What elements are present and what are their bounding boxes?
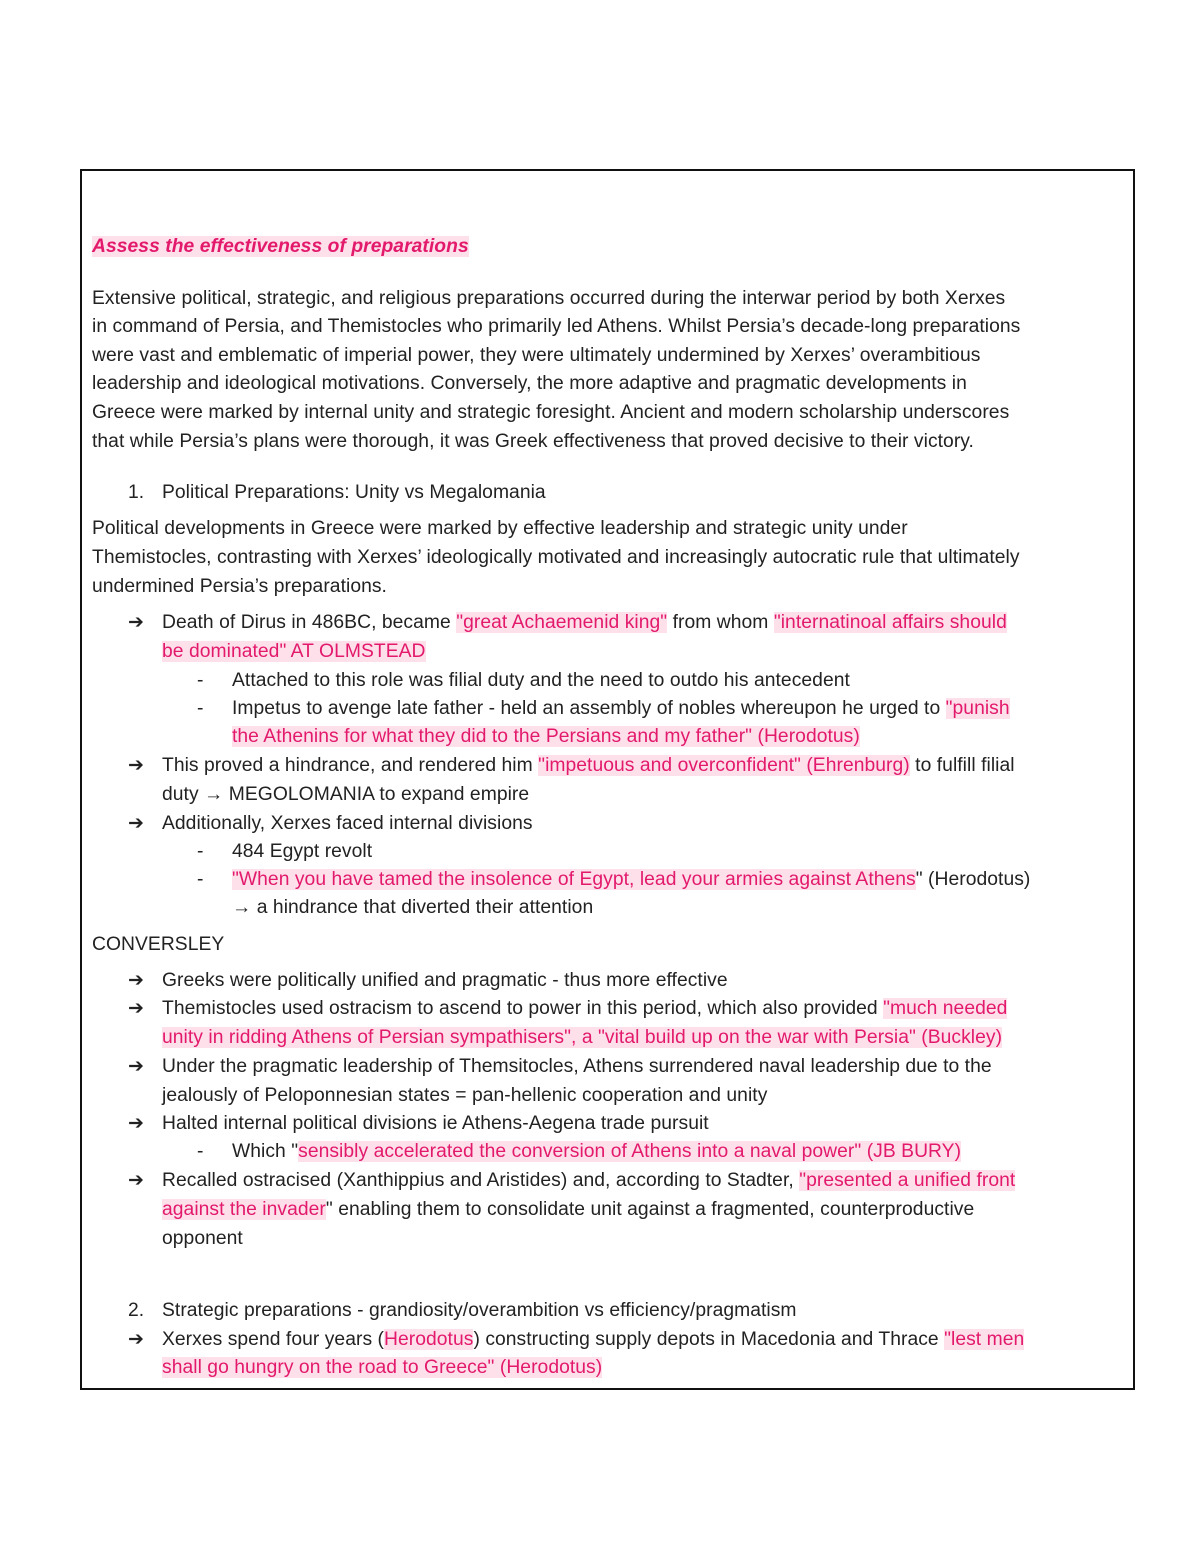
- bullet-item: Death of Dirus in 486BC, became "great Achaemenid king" from whom "internatinoal affairs should: [162, 612, 1007, 633]
- bullet-item-cont: be dominated" AT OLMSTEAD: [162, 641, 426, 662]
- document-title: Assess the effectiveness of preparations: [92, 236, 469, 257]
- paragraph-label: CONVERSLEY: [92, 934, 225, 955]
- arrow-bullet-icon: ➔: [128, 813, 144, 834]
- section-number: 1.: [128, 482, 145, 503]
- sub-bullet-item: "When you have tamed the insolence of Egypt, lead your armies against Athens" (Herodotus): [232, 869, 1031, 890]
- bullet-item: Xerxes spend four years (Herodotus) constructing supply depots in Macedonia and Thrace "lest men: [162, 1329, 1025, 1350]
- intro-line: leadership and ideological motivations. Conversely, the more adaptive and pragmatic developments in: [92, 373, 967, 394]
- intro-line: were vast and emblematic of imperial power, they were ultimately undermined by Xerxes’ overambitious: [92, 345, 981, 366]
- arrow-bullet-icon: ➔: [128, 1113, 144, 1134]
- sub-bullet-item: Which "sensibly accelerated the conversion of Athens into a naval power" (JB BURY): [232, 1141, 962, 1162]
- arrow-bullet-icon: ➔: [128, 970, 144, 991]
- arrow-bullet-icon: ➔: [128, 1170, 144, 1191]
- arrow-bullet-icon: ➔: [128, 998, 144, 1019]
- bullet-item-cont: opponent: [162, 1228, 243, 1249]
- dash-bullet: -: [197, 869, 204, 890]
- intro-line: in command of Persia, and Themistocles who primarily led Athens. Whilst Persia’s decade-long preparations: [92, 316, 1021, 337]
- section-heading: Political Preparations: Unity vs Megalomania: [162, 482, 546, 503]
- sub-bullet-item: 484 Egypt revolt: [232, 841, 373, 862]
- dash-bullet: -: [197, 1141, 204, 1162]
- dash-bullet: -: [197, 698, 204, 719]
- bullet-item: Themistocles used ostracism to ascend to power in this period, which also provided "much needed: [162, 998, 1008, 1019]
- bullet-item: Under the pragmatic leadership of Themsitocles, Athens surrendered naval leadership due to the: [162, 1056, 992, 1077]
- intro-line: that while Persia’s plans were thorough, it was Greek effectiveness that proved decisive to their victory.: [92, 431, 974, 452]
- bullet-item: Halted internal political divisions ie Athens-Aegena trade pursuit: [162, 1113, 709, 1134]
- bullet-item-cont: jealously of Peloponnesian states = pan-hellenic cooperation and unity: [162, 1085, 768, 1106]
- bullet-item: This proved a hindrance, and rendered him "impetuous and overconfident" (Ehrenburg) to fulfill filial: [162, 755, 1015, 776]
- section-number: 2.: [128, 1300, 145, 1321]
- sub-bullet-item-cont: → a hindrance that diverted their attention: [232, 897, 594, 918]
- paragraph-line: Themistocles, contrasting with Xerxes’ ideologically motivated and increasingly autocratic rule that ultimately: [92, 547, 1020, 568]
- bullet-item: Greeks were politically unified and pragmatic - thus more effective: [162, 970, 728, 991]
- dash-bullet: -: [197, 670, 204, 691]
- paragraph-line: Political developments in Greece were marked by effective leadership and strategic unity under: [92, 518, 908, 539]
- intro-line: Greece were marked by internal unity and strategic foresight. Ancient and modern scholarship underscores: [92, 402, 1010, 423]
- arrow-bullet-icon: ➔: [128, 1056, 144, 1077]
- bullet-item-cont: duty → MEGOLOMANIA to expand empire: [162, 784, 530, 805]
- arrow-bullet-icon: ➔: [128, 612, 144, 633]
- bullet-item-cont: unity in ridding Athens of Persian sympathisers", a "vital build up on the war with Persia" (Buckley): [162, 1027, 1003, 1048]
- sub-bullet-item-cont: the Athenins for what they did to the Persians and my father" (Herodotus): [232, 726, 860, 747]
- bullet-item-cont: against the invader" enabling them to consolidate unit against a fragmented, counterproductive: [162, 1199, 975, 1220]
- bullet-item: Additionally, Xerxes faced internal divisions: [162, 813, 533, 834]
- sub-bullet-item: Impetus to avenge late father - held an assembly of nobles whereupon he urged to "punish: [232, 698, 1010, 719]
- arrow-bullet-icon: ➔: [128, 755, 144, 776]
- sub-bullet-item: Attached to this role was filial duty and the need to outdo his antecedent: [232, 670, 850, 691]
- paragraph-line: undermined Persia’s preparations.: [92, 576, 387, 597]
- section-heading: Strategic preparations - grandiosity/overambition vs efficiency/pragmatism: [162, 1300, 797, 1321]
- bullet-item: Recalled ostracised (Xanthippius and Aristides) and, according to Stadter, "presented a unified front: [162, 1170, 1016, 1191]
- arrow-bullet-icon: ➔: [128, 1329, 144, 1350]
- intro-line: Extensive political, strategic, and religious preparations occurred during the interwar period by both Xerxes: [92, 288, 1006, 309]
- bullet-item-cont: shall go hungry on the road to Greece" (Herodotus): [162, 1357, 603, 1378]
- dash-bullet: -: [197, 841, 204, 862]
